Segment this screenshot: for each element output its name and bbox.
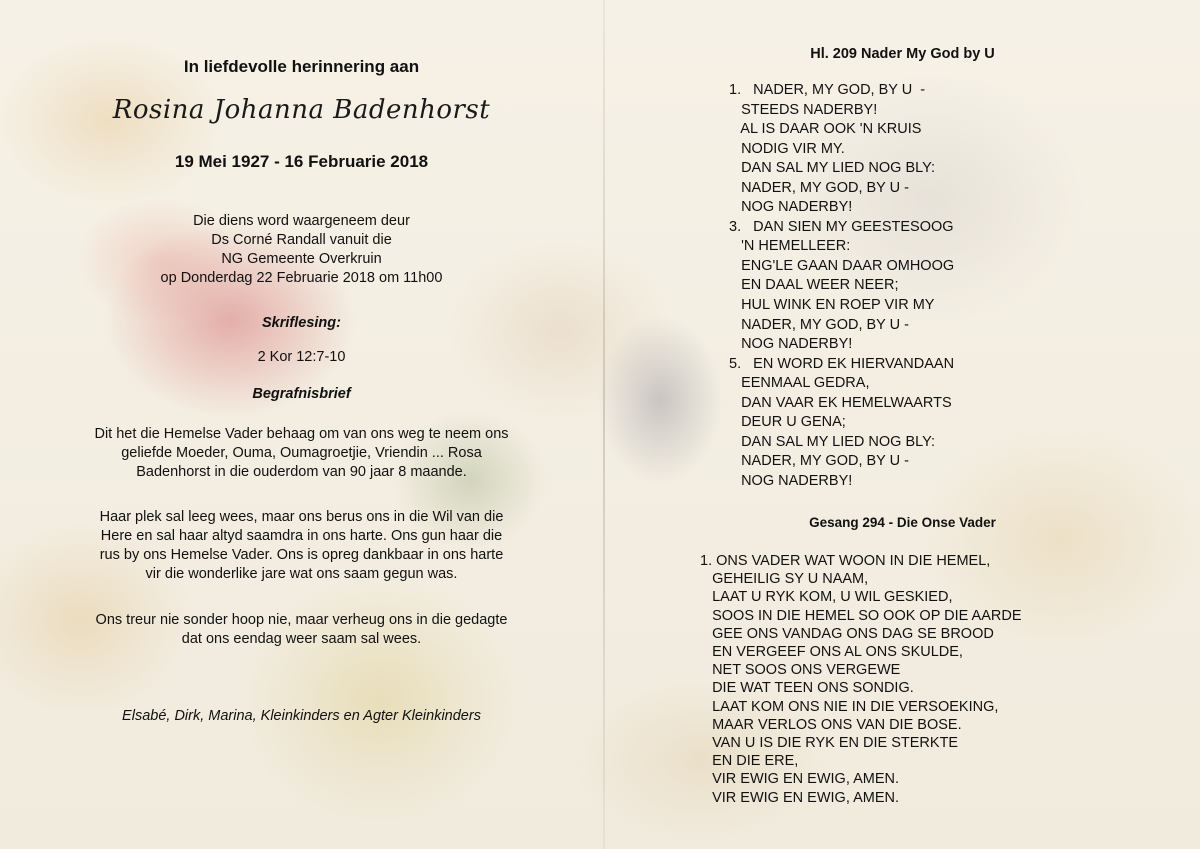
hymn-line: EENMAAL GEDRA, [729,375,870,392]
paragraph-line: dat ons eendag weer saam sal wees. [181,631,422,647]
hymn-line: DAN SAL MY LIED NOG BLY: [729,433,936,450]
hymn-line: GEE ONS VANDAG ONS DAG SE BROOD [700,625,994,642]
hymn-line: NOG NADERBY! [729,199,853,216]
letter-heading: Begrafnisbrief [252,386,351,402]
hymn-line: MAAR VERLOS ONS VAN DIE BOSE. [700,716,962,733]
paragraph-line: Here en sal haar altyd saamdra in ons harte. Ons gun haar die [100,528,503,544]
hymn-line: 1. NADER, MY GOD, BY U - [729,82,926,98]
paragraph-line: Badenhorst in die ouderdom van 90 jaar 8 maande. [136,464,467,480]
reading-reference: 2 Kor 12:7-10 [257,349,346,365]
paragraph-line: Dit het die Hemelse Vader behaag om van ons weg te neem ons [94,426,509,442]
hymn-line: NET SOOS ONS VERGEWE [700,662,901,679]
hymn-line: AL IS DAAR OOK 'N KRUIS [729,121,922,138]
hymn-line: DIE WAT TEEN ONS SONDIG. [700,680,914,697]
hymn-209-lyrics [729,81,954,491]
gesang-294-title: Gesang 294 - Die Onse Vader [809,515,996,530]
hymn-line: STEEDS NADERBY! [729,101,878,118]
letter-paragraph-2 [0,508,603,584]
paragraph-line: geliefde Moeder, Ouma, Oumagroetjie, Vriendin ... Rosa [121,445,482,461]
hymn-line: NOG NADERBY! [729,336,853,353]
life-dates: 19 Mei 1927 - 16 Februarie 2018 [174,152,429,171]
letter-paragraph-3 [0,611,603,649]
reading-heading: Skriflesing: [262,315,341,331]
letter-paragraph-1 [0,425,603,482]
paragraph-line: vir die wonderlike jare wat ons saam gegun was. [145,566,458,582]
intro-text: In liefdevolle herinnering aan [183,57,420,76]
hymn-line: HUL WINK EN ROEP VIR MY [729,297,935,314]
hymn-line: DAN SAL MY LIED NOG BLY: [729,160,936,177]
family-signoff: Elsabé, Dirk, Marina, Kleinkinders en Agter Kleinkinders [122,708,481,724]
hymn-line: NODIG VIR MY. [729,140,845,157]
hymn-line: NADER, MY GOD, BY U - [729,453,909,470]
deceased-name: Rosina Johanna Badenhorst [112,95,491,125]
right-page [605,0,1200,849]
hymn-line: DEUR U GENA; [729,414,846,431]
paragraph-line: Ons treur nie sonder hoop nie, maar verheug ons in die gedagte [95,612,508,628]
hymn-line: LAAT KOM ONS NIE IN DIE VERSOEKING, [700,698,999,715]
hymn-209-title: Hl. 209 Nader My God by U [810,46,995,62]
hymn-line: 5. EN WORD EK HIERVANDAAN [729,355,955,372]
hymn-line: VIR EWIG EN EWIG, AMEN. [700,771,899,788]
hymn-line: 3. DAN SIEN MY GEESTESOOG [729,218,954,235]
hymn-line: NADER, MY GOD, BY U - [729,316,909,333]
hymn-line: LAAT U RYK KOM, U WIL GESKIED, [700,589,953,606]
hymn-line: EN VERGEEF ONS AL ONS SKULDE, [700,644,963,661]
hymn-line: VIR EWIG EN EWIG, AMEN. [700,789,899,806]
hymn-line: VAN U IS DIE RYK EN DIE STERKTE [700,735,959,752]
hymn-line: GEHEILIG SY U NAAM, [700,571,869,588]
service-line: Die diens word waargeneem deur [193,213,410,229]
service-line: op Donderdag 22 Februarie 2018 om 11h00 [160,270,443,286]
hymn-line: 'N HEMELLEER: [729,238,851,255]
paragraph-line: Haar plek sal leeg wees, maar ons berus ons in die Wil van die [99,509,504,525]
service-details [0,212,603,288]
hymn-line: DAN VAAR EK HEMELWAARTS [729,394,952,411]
hymn-line: 1. ONS VADER WAT WOON IN DIE HEMEL, [700,553,991,569]
hymn-line: EN DAAL WEER NEER; [729,277,899,294]
paragraph-line: rus by ons Hemelse Vader. Ons is opreg dankbaar in ons harte [99,547,504,563]
service-line: NG Gemeente Overkruin [221,251,382,267]
gesang-294-lyrics [700,552,1022,807]
hymn-line: NADER, MY GOD, BY U - [729,179,909,196]
service-line: Ds Corné Randall vanuit die [211,232,392,248]
hymn-line: NOG NADERBY! [729,472,853,489]
hymn-line: EN DIE ERE, [700,753,799,770]
hymn-line: ENG'LE GAAN DAAR OMHOOG [729,257,955,274]
hymn-line: SOOS IN DIE HEMEL SO OOK OP DIE AARDE [700,607,1022,624]
